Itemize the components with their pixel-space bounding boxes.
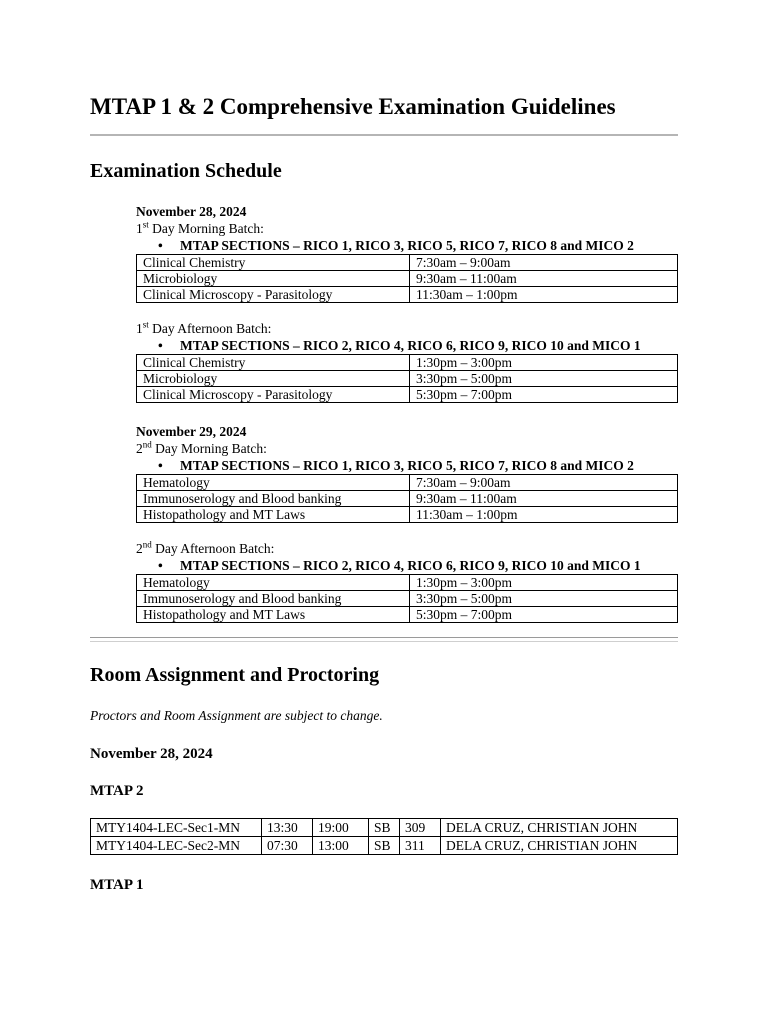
schedule-batch-block	[136, 540, 678, 623]
table-row: Microbiology 3:30pm – 5:00pm	[137, 371, 678, 387]
batch-label: 2nd Day Morning Batch:	[136, 439, 267, 456]
sections-bullet: • MTAP SECTIONS – RICO 2, RICO 4, RICO 6, RICO 9, RICO 10 and MICO 1	[158, 558, 641, 573]
rooms-note: Proctors and Room Assignment are subject to change.	[90, 708, 383, 723]
batch-label: 2nd Day Afternoon Batch:	[136, 539, 275, 556]
schedule-day-1	[136, 203, 678, 303]
group-label-mtap-1: MTAP 1	[90, 877, 144, 893]
sections-bullet: • MTAP SECTIONS – RICO 1, RICO 3, RICO 5, RICO 7, RICO 8 and MICO 2	[158, 238, 634, 253]
rooms-date: November 28, 2024	[90, 746, 213, 762]
table-row: Histopathology and MT Laws 5:30pm – 7:00pm	[137, 607, 678, 623]
bullet-icon: •	[158, 458, 163, 473]
table-row: MTY1404-LEC-Sec2-MN 07:30 13:00 SB 311 DELA CRUZ, CHRISTIAN JOHN	[91, 837, 678, 855]
schedule-date: November 29, 2024	[136, 424, 247, 439]
table-row: Microbiology 9:30am – 11:00am	[137, 271, 678, 287]
schedule-day-2	[136, 423, 678, 523]
schedule-table	[136, 574, 678, 623]
bullet-icon: •	[158, 238, 163, 253]
batch-label: 1st Day Morning Batch:	[136, 219, 264, 236]
table-row: Immunoserology and Blood banking 3:30pm – 5:00pm	[137, 591, 678, 607]
table-row: MTY1404-LEC-Sec1-MN 13:30 19:00 SB 309 DELA CRUZ, CHRISTIAN JOHN	[91, 819, 678, 837]
bullet-icon: •	[158, 338, 163, 353]
schedule-date: November 28, 2024	[136, 204, 247, 219]
schedule-table	[136, 354, 678, 403]
rooms-heading: Room Assignment and Proctoring	[90, 664, 380, 686]
table-row: Hematology 1:30pm – 3:00pm	[137, 575, 678, 591]
sections-bullet: • MTAP SECTIONS – RICO 1, RICO 3, RICO 5, RICO 7, RICO 8 and MICO 2	[158, 458, 634, 473]
table-row: Histopathology and MT Laws 11:30am – 1:00pm	[137, 507, 678, 523]
group-label-mtap-2: MTAP 2	[90, 783, 144, 799]
schedule-batch-block	[136, 320, 678, 403]
title-divider	[90, 134, 678, 136]
table-row: Clinical Microscopy - Parasitology 5:30pm – 7:00pm	[137, 387, 678, 403]
schedule-table	[136, 254, 678, 303]
page-title: MTAP 1 & 2 Comprehensive Examination Guidelines	[90, 94, 616, 119]
section-divider	[90, 637, 678, 642]
table-row: Clinical Chemistry 1:30pm – 3:00pm	[137, 355, 678, 371]
rooms-table	[90, 818, 678, 855]
batch-label: 1st Day Afternoon Batch:	[136, 319, 272, 336]
table-row: Clinical Chemistry 7:30am – 9:00am	[137, 255, 678, 271]
table-row: Immunoserology and Blood banking 9:30am – 11:00am	[137, 491, 678, 507]
sections-bullet: • MTAP SECTIONS – RICO 2, RICO 4, RICO 6, RICO 9, RICO 10 and MICO 1	[158, 338, 641, 353]
schedule-table	[136, 474, 678, 523]
bullet-icon: •	[158, 558, 163, 573]
table-row: Hematology 7:30am – 9:00am	[137, 475, 678, 491]
schedule-heading: Examination Schedule	[90, 160, 282, 182]
table-row: Clinical Microscopy - Parasitology 11:30am – 1:00pm	[137, 287, 678, 303]
